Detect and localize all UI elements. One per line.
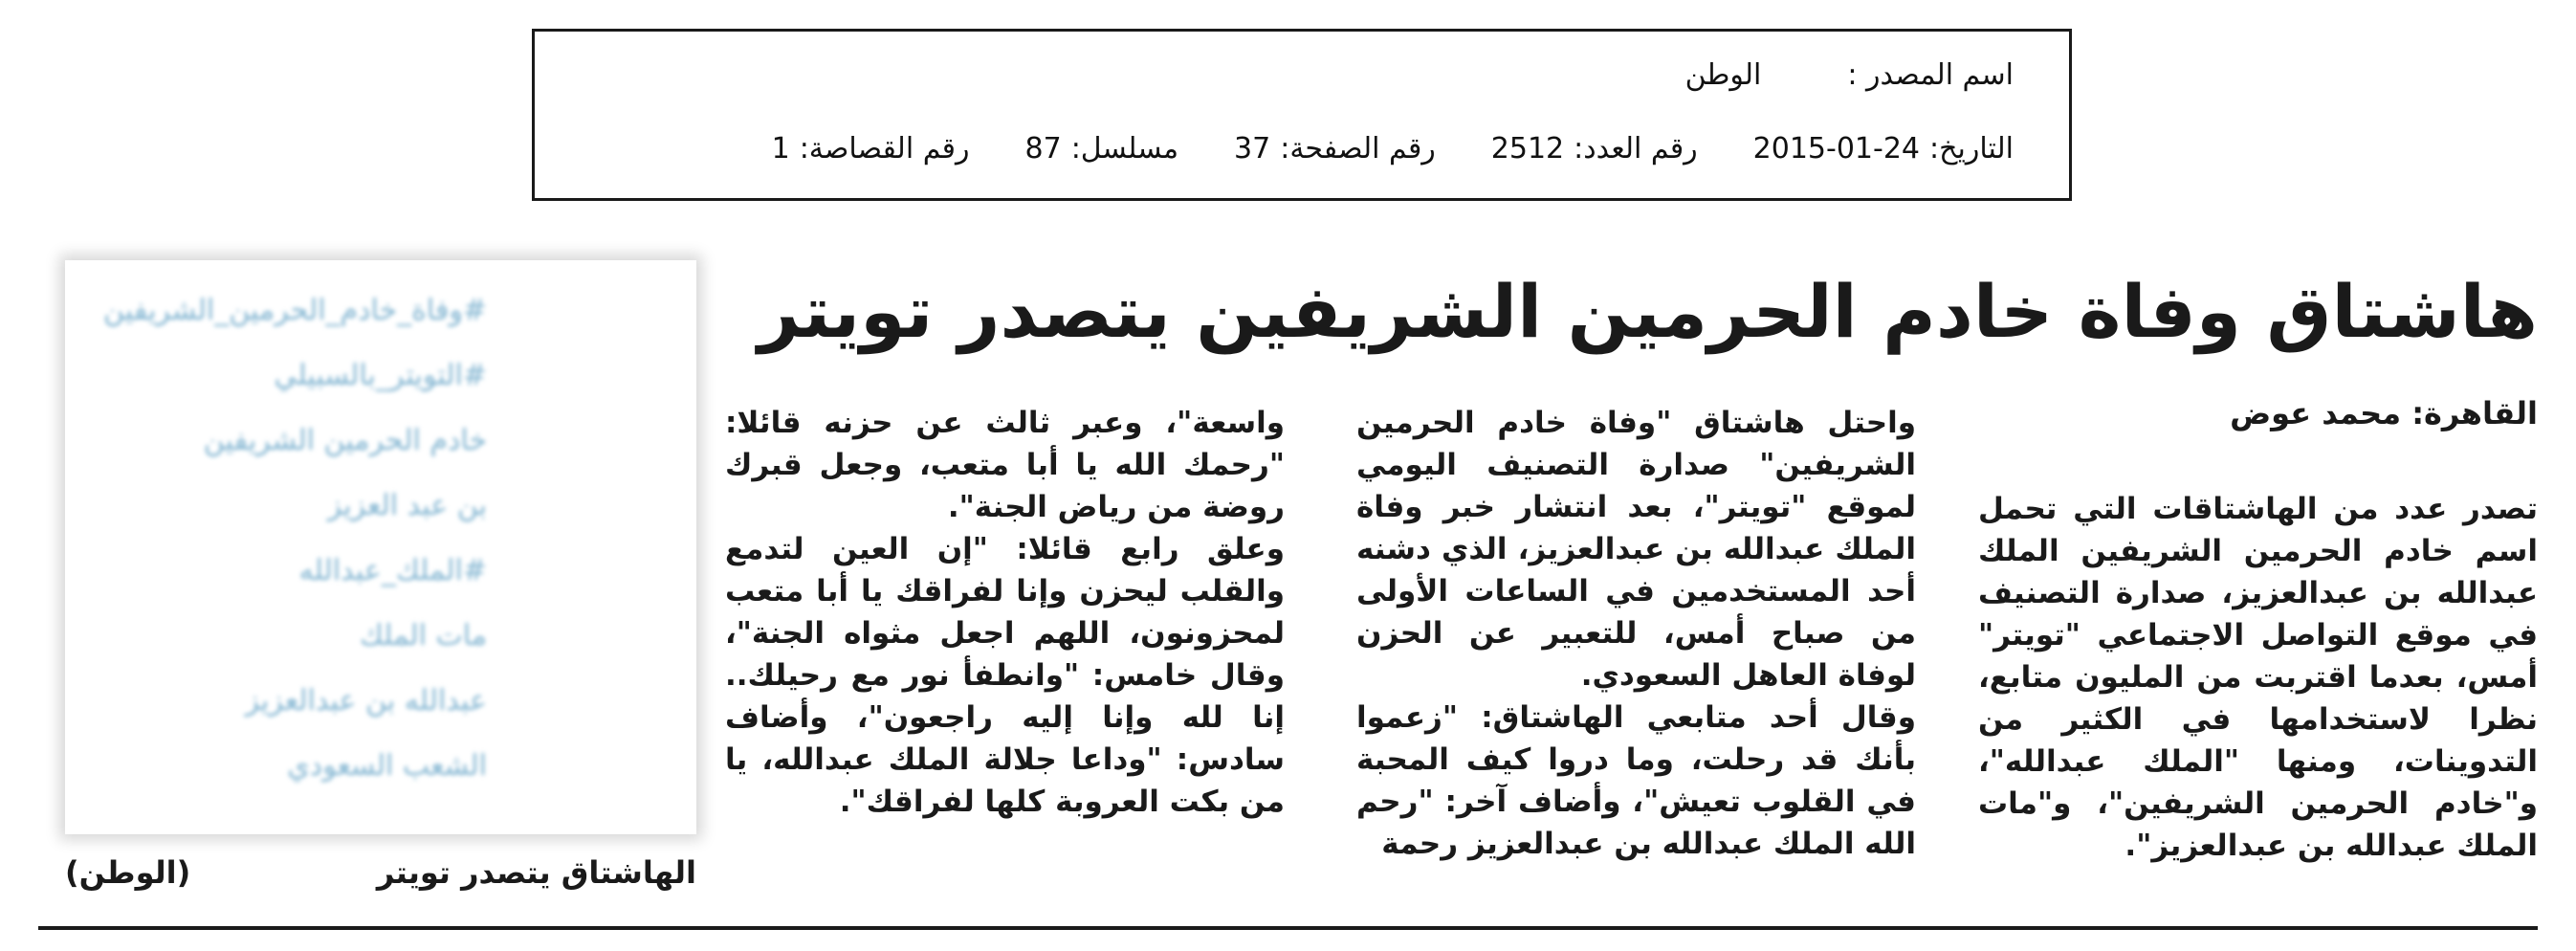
clip-field bbox=[772, 132, 970, 166]
date-label: التاريخ: bbox=[1929, 132, 2014, 166]
page-value: 37 bbox=[1234, 132, 1271, 166]
metadata-row bbox=[772, 132, 2014, 166]
date-field bbox=[1753, 132, 2014, 166]
source-row bbox=[1685, 58, 2014, 92]
clip-value: 1 bbox=[771, 132, 790, 166]
hashtag-item: خادم الحرمين الشريفين bbox=[203, 424, 488, 457]
paragraph: واسعة"، وعبر ثالث عن حزنه قائلا: "رحمك الله يا أبا متعب، وجعل قبرك روضة من رياض الجنة". bbox=[725, 406, 1285, 524]
hashtag-item: مات الملك bbox=[359, 619, 488, 652]
hashtag-item: عبدالله بن عبدالعزيز bbox=[245, 684, 488, 718]
clip-label: رقم القصاصة: bbox=[799, 132, 970, 166]
date-value: 2015-01-24 bbox=[1752, 132, 1921, 166]
hashtag-item: #وفاة_خادم_الحرمين_الشريفين bbox=[103, 294, 488, 327]
serial-label: مسلسل: bbox=[1070, 132, 1179, 166]
bottom-divider bbox=[38, 926, 2538, 930]
serial-field bbox=[1025, 132, 1179, 166]
paragraph: وقال أحد متابعي الهاشتاق: "زعموا بأنك قد رحلت، وما دروا كيف المحبة في القلوب تعيش"، وأضاف آخر: "رحم الله الملك عبدالله بن عبدالعزيز رحمة bbox=[1356, 700, 1916, 861]
source-info-box bbox=[532, 29, 2072, 201]
paragraph: واحتل هاشتاق "وفاة خادم الحرمين الشريفين" صدارة التصنيف اليومي لموقع "تويتر"، بعد انتشار خبر وفاة الملك عبدالله بن عبدالعزيز، الذي دشنه أحد المستخدمين في الساعات الأولى من صباح أمس، للتعبير عن الحزن لوفاة العاهل السعودي. bbox=[1356, 406, 1916, 693]
article-column-3 bbox=[725, 402, 1285, 823]
source-label: اسم المصدر : bbox=[1847, 58, 2014, 92]
article-byline: القاهرة: محمد عوض bbox=[2230, 395, 2538, 431]
page-field bbox=[1234, 132, 1436, 166]
figure-caption: الهاشتاق يتصدر تويتر bbox=[376, 854, 696, 891]
hashtag-item: الشعب السعودي bbox=[287, 749, 488, 783]
hashtag-item: بن عبد العزيز bbox=[327, 489, 488, 522]
source-name bbox=[1847, 58, 2014, 92]
source-value-wrap bbox=[1685, 58, 1762, 92]
paragraph: تصدر عدد من الهاشتاقات التي تحمل اسم خادم الحرمين الشريفين الملك عبدالله بن عبدالعزيز، صدارة التصنيف في موقع التواصل الاجتماعي "تويتر" أمس، بعدما اقتربت من المليون متابع، نظرا لاستخدامها في الكثير من التدوينات، ومنها "الملك عبدالله"، و"خادم الحرمين الشريفين"، و"مات الملك عبدالله بن عبدالعزيز". bbox=[1978, 492, 2538, 863]
article-column-1 bbox=[1978, 488, 2538, 867]
paragraph: وعلق رابع قائلا: "إن العين لتدمع والقلب ليحزن وإنا لفراقك يا أبا متعب لمحزونون، اللهم اجعل مثواه الجنة"، وقال خامس: "وانطفأ نور مع رحيلك.. إنا لله وإنا إليه راجعون"، وأضاف سادس: "وداعا جلالة الملك عبدالله، يا من بكت العروبة كلها لفراقك". bbox=[725, 532, 1285, 819]
page-label: رقم الصفحة: bbox=[1280, 132, 1436, 166]
issue-field bbox=[1491, 132, 1698, 166]
source-value: الوطن bbox=[1684, 58, 1762, 92]
hashtag-list bbox=[103, 289, 487, 788]
hashtag-item: #التويتر_بالسبيلي bbox=[274, 359, 488, 392]
figure-credit: (الوطن) bbox=[65, 854, 191, 891]
figure-caption-row bbox=[65, 851, 696, 894]
hashtag-image bbox=[65, 260, 696, 834]
issue-value: 2512 bbox=[1490, 132, 1565, 166]
article-column-2 bbox=[1356, 402, 1916, 865]
issue-label: رقم العدد: bbox=[1574, 132, 1698, 166]
article-headline: هاشتاق وفاة خادم الحرمين الشريفين يتصدر تويتر bbox=[758, 269, 2538, 354]
serial-value: 87 bbox=[1024, 132, 1062, 166]
hashtag-item: #الملك_عبدالله bbox=[298, 554, 488, 587]
